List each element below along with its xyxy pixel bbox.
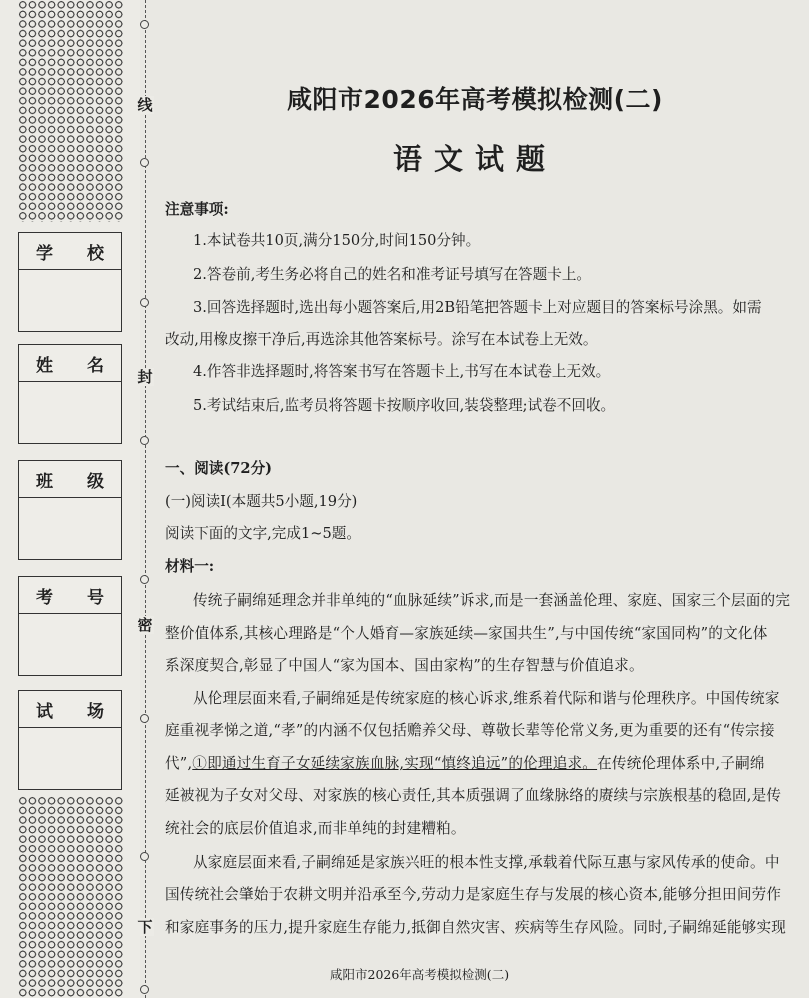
section-title: 一、阅读(72分) — [165, 460, 273, 477]
passage-line: 延被视为子女对父母、对家族的核心责任,其本质强调了血缘脉络的赓续与宗族根基的稳固,是传 — [165, 787, 782, 804]
passage-suffix: 在传统伦理体系中,子嗣绵 — [597, 755, 765, 772]
notes-heading: 注意事项: — [165, 201, 229, 218]
seal-char-feng: 封 — [137, 368, 153, 386]
exam-number-field[interactable] — [18, 576, 122, 676]
instruction: 阅读下面的文字,完成1~5题。 — [165, 525, 361, 542]
exam-title: 咸阳市2026年高考模拟检测(二) — [287, 85, 663, 114]
passage-line: 统社会的底层价值追求,而非单纯的封建糟粕。 — [165, 820, 466, 837]
school-field[interactable] — [18, 232, 122, 332]
cut-line-hole — [140, 436, 149, 445]
passage-line — [165, 754, 765, 774]
subsection-title: (一)阅读Ⅰ(本题共5小题,19分) — [165, 493, 358, 510]
note-item-continued: 改动,用橡皮擦干净后,再选涂其他答案标号。涂写在本试卷上无效。 — [165, 331, 598, 348]
passage-line: 和家庭事务的压力,提升家庭生存能力,抵御自然灾害、疾病等生存风险。同时,子嗣绵延能够实现 — [165, 919, 787, 936]
cut-line-hole — [140, 575, 149, 584]
exam-room-field[interactable] — [18, 690, 122, 790]
seal-char-mi: 密 — [137, 616, 153, 634]
cut-line-hole — [140, 20, 149, 29]
material-label: 材料一: — [165, 558, 215, 575]
passage-line: 从伦理层面来看,子嗣绵延是传统家庭的核心诉求,维系着代际和谐与伦理秩序。中国传统家 — [193, 690, 780, 707]
dot-pattern — [18, 796, 124, 998]
class-field[interactable] — [18, 460, 122, 560]
passage-line: 传统子嗣绵延理念并非单纯的“血脉延续”诉求,而是一套涵盖伦理、家庭、国家三个层面的完 — [193, 592, 791, 609]
exam-room-label: 试 场 — [19, 691, 121, 728]
page-footer: 咸阳市2026年高考模拟检测(二) — [330, 967, 510, 982]
cut-line-hole — [140, 298, 149, 307]
cut-line-hole — [140, 158, 149, 167]
passage-line: 从家庭层面来看,子嗣绵延是家族兴旺的根本性支撑,承载着代际互惠与家风传承的使命。中 — [193, 854, 780, 871]
note-item: 3.回答选择题时,选出每小题答案后,用2B铅笔把答题卡上对应题目的答案标号涂黑。如需 — [193, 299, 762, 316]
exam-number-label: 考 号 — [19, 577, 121, 614]
note-item: 1.本试卷共10页,满分150分,时间150分钟。 — [193, 232, 481, 249]
seal-char-xia: 下 — [137, 918, 153, 936]
name-label: 姓 名 — [19, 345, 121, 382]
cut-line-hole — [140, 985, 149, 994]
passage-prefix: 代”, — [165, 755, 193, 772]
subject-title: 语文试题 — [392, 142, 557, 176]
cut-line — [145, 0, 146, 998]
binding-margin — [0, 0, 140, 998]
exam-page — [160, 0, 809, 998]
underlined-sentence-1[interactable]: ①即通过生育子女延续家族血脉,实现“慎终追远”的伦理追求。 — [192, 755, 598, 772]
passage-line: 整价值体系,其核心理路是“个人婚育—家族延续—家国共生”,与中国传统“家国同构”的文化体 — [165, 625, 768, 642]
school-label: 学 校 — [19, 233, 121, 270]
passage-line: 庭重视孝悌之道,“孝”的内涵不仅包括赡养父母、尊敬长辈等伦常义务,更为重要的还有“传宗接 — [165, 722, 775, 739]
note-item: 2.答卷前,考生务必将自己的姓名和准考证号填写在答题卡上。 — [193, 266, 592, 283]
passage-line: 国传统社会肇始于农耕文明并沿承至今,劳动力是家庭生存与发展的核心资本,能够分担田间劳作 — [165, 886, 782, 903]
cut-line-hole — [140, 852, 149, 861]
note-item: 4.作答非选择题时,将答案书写在答题卡上,书写在本试卷上无效。 — [193, 363, 611, 380]
note-item: 5.考试结束后,监考员将答题卡按顺序收回,装袋整理;试卷不回收。 — [193, 397, 616, 414]
seal-char-xian: 线 — [137, 96, 153, 114]
class-label: 班 级 — [19, 461, 121, 498]
cut-line-hole — [140, 714, 149, 723]
name-field[interactable] — [18, 344, 122, 444]
dot-pattern — [18, 0, 124, 222]
passage-line: 系深度契合,彰显了中国人“家为国本、国由家构”的生存智慧与价值追求。 — [165, 657, 644, 674]
